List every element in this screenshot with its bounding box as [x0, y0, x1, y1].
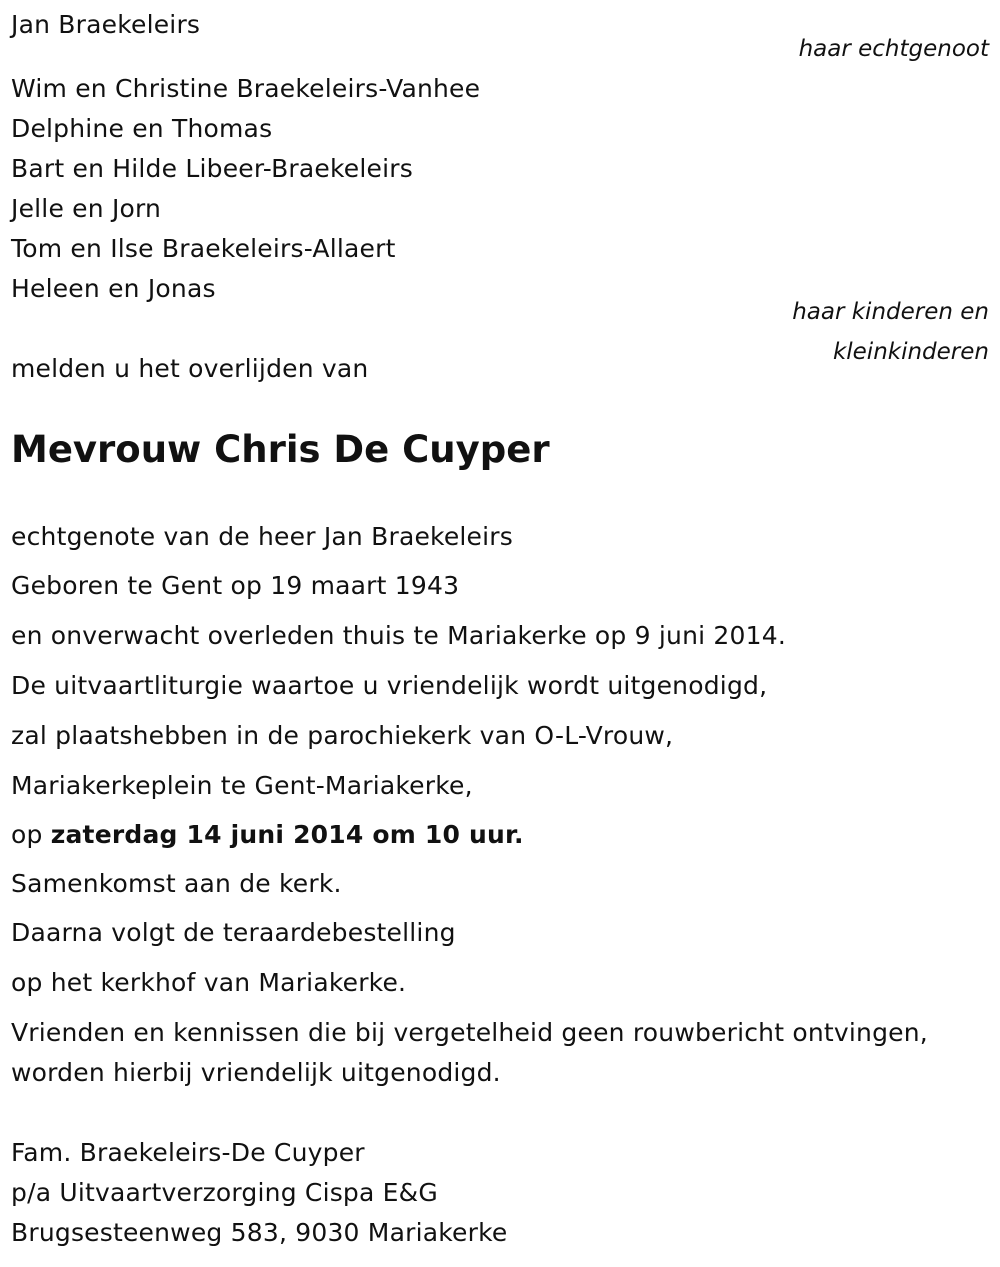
children-role-line2: kleinkinderen: [832, 339, 989, 365]
gathering-line: Samenkomst aan de kerk.: [11, 869, 342, 898]
list-item: Heleen en Jonas: [11, 274, 216, 303]
contact-family: Fam. Braekeleirs-De Cuyper: [11, 1138, 365, 1167]
contact-undertaker: p/a Uitvaartverzorging Cispa E&G: [11, 1178, 438, 1207]
friends-line-1: Vrienden en kennissen die bij vergetelheid geen rouwbericht ontvingen,: [11, 1018, 928, 1047]
spouse-line: echtgenote van de heer Jan Braekeleirs: [11, 522, 513, 551]
address-line: Mariakerkeplein te Gent-Mariakerke,: [11, 771, 473, 800]
service-date-line: [11, 820, 524, 850]
invite-line: De uitvaartliturgie waartoe u vriendelijk wordt uitgenodigd,: [11, 671, 768, 700]
list-item: Wim en Christine Braekeleirs-Vanhee: [11, 74, 481, 103]
location-line: zal plaatshebben in de parochiekerk van O-L-Vrouw,: [11, 721, 674, 750]
announcement: melden u het overlijden van: [11, 354, 369, 383]
death-line: en onverwacht overleden thuis te Mariakerke op 9 juni 2014.: [11, 621, 786, 650]
burial-line-2: op het kerkhof van Mariakerke.: [11, 968, 407, 997]
spouse-name: Jan Braekeleirs: [11, 10, 201, 39]
list-item: Jelle en Jorn: [11, 194, 162, 223]
service-date-prefix: op: [11, 820, 51, 849]
deceased-name: Mevrouw Chris De Cuyper: [11, 428, 550, 471]
birth-line: Geboren te Gent op 19 maart 1943: [11, 571, 460, 600]
service-date: zaterdag 14 juni 2014 om 10 uur.: [50, 820, 524, 849]
children-role-line1: haar kinderen en: [792, 299, 989, 325]
list-item: Delphine en Thomas: [11, 114, 273, 143]
contact-address: Brugsesteenweg 583, 9030 Mariakerke: [11, 1218, 508, 1247]
burial-line-1: Daarna volgt de teraardebestelling: [11, 918, 456, 947]
list-item: Tom en Ilse Braekeleirs-Allaert: [11, 234, 396, 263]
friends-line-2: worden hierbij vriendelijk uitgenodigd.: [11, 1058, 501, 1087]
spouse-role: haar echtgenoot: [798, 36, 989, 62]
list-item: Bart en Hilde Libeer-Braekeleirs: [11, 154, 413, 183]
